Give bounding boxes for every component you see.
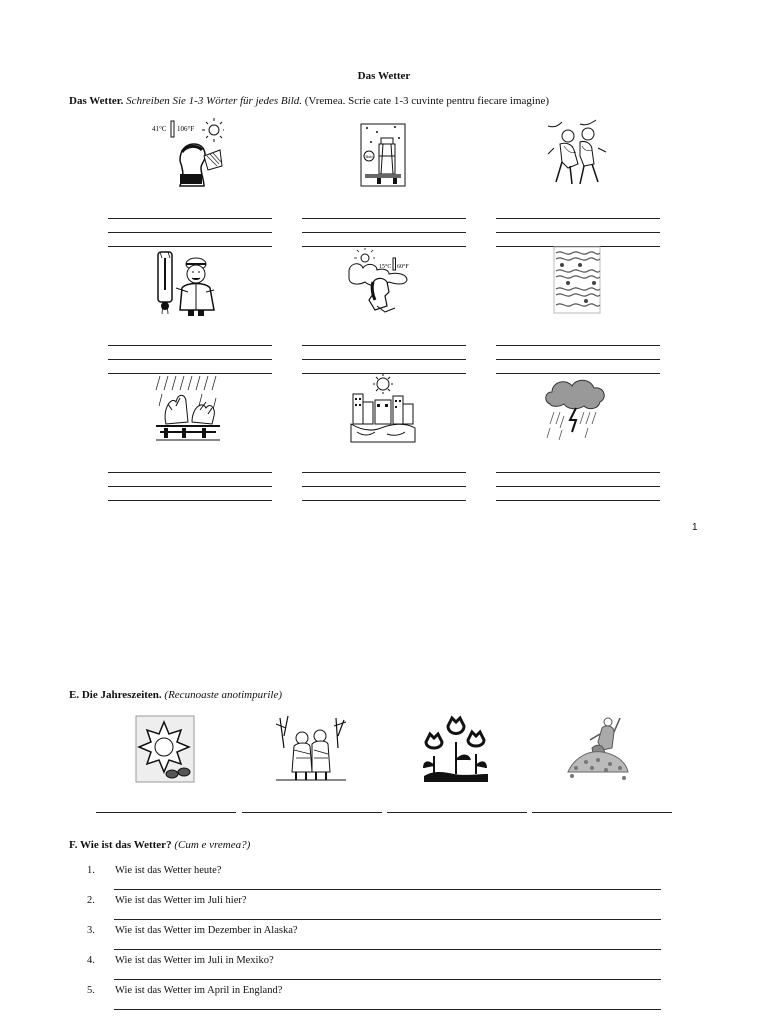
page-title: Das Wetter [357, 70, 411, 82]
mild-weather-woman-icon [347, 248, 419, 318]
section-f-heading [69, 839, 250, 851]
season-answer-line[interactable] [387, 802, 527, 813]
hot-woman-fan-icon [152, 118, 224, 188]
question-answer-line[interactable] [114, 978, 661, 980]
sunny-city-icon [347, 374, 419, 444]
answer-lines[interactable] [496, 332, 660, 374]
image-label: 60°F [397, 264, 409, 270]
answer-lines[interactable] [108, 459, 272, 501]
image-label: 41°C [152, 125, 167, 133]
question-text: Wie ist das Wetter im Dezember in Alaska? [115, 925, 298, 936]
question [87, 985, 282, 996]
question-number: 2. [87, 895, 95, 906]
section-e-subtitle: (Recunoaste anotimpurile) [164, 689, 283, 701]
answer-lines[interactable] [108, 332, 272, 374]
autumn-leaves-icon [562, 712, 632, 784]
question-number: 3. [87, 925, 95, 936]
winter-people-icon [274, 714, 348, 784]
question-number: 1. [87, 865, 95, 876]
question-text: Wie ist das Wetter im Juli hier? [115, 895, 247, 906]
question [87, 955, 274, 966]
image-label: 15°C [379, 264, 392, 270]
question-text: Wie ist das Wetter heute? [115, 865, 222, 876]
svg-text:Bob: Bob [365, 154, 373, 159]
question-answer-line[interactable] [114, 1008, 661, 1010]
instructions-heading: Das Wetter. [69, 95, 124, 107]
section-e-heading [69, 689, 282, 701]
answer-lines[interactable] [302, 459, 466, 501]
foggy-trees-icon [540, 245, 612, 315]
instructions-romanian: (Vremea. Scrie cate 1-3 cuvinte pentru fiecare imagine) [304, 95, 550, 107]
windy-people-icon [540, 118, 612, 188]
snowman-people-icon [347, 118, 419, 188]
question-answer-line[interactable] [114, 888, 661, 890]
question-answer-line[interactable] [114, 918, 661, 920]
season-answer-line[interactable] [96, 802, 236, 813]
answer-lines[interactable] [496, 459, 660, 501]
answer-lines[interactable] [496, 205, 660, 247]
page-number: 1 [692, 522, 698, 533]
section-f-subtitle: (Cum e vremea?) [174, 839, 251, 851]
section-f-title: F. Wie ist das Wetter? [69, 839, 172, 851]
freezing-man-thermometer-icon [152, 248, 224, 318]
question-number: 4. [87, 955, 95, 966]
instructions-german: Schreiben Sie 1-3 Wörter für jedes Bild. [126, 95, 303, 107]
answer-lines[interactable] [108, 205, 272, 247]
season-answer-line[interactable] [242, 802, 382, 813]
answer-lines[interactable] [302, 332, 466, 374]
instructions [69, 95, 549, 107]
question [87, 865, 221, 876]
image-label: 106°F [177, 125, 195, 133]
sun-sunglasses-icon [132, 714, 196, 784]
question [87, 925, 298, 936]
rain-storm-icon [152, 374, 224, 444]
thunder-cloud-icon [540, 372, 612, 442]
question-text: Wie ist das Wetter im April in England? [115, 985, 283, 996]
season-answer-line[interactable] [532, 802, 672, 813]
question-number: 5. [87, 985, 95, 996]
question-answer-line[interactable] [114, 948, 661, 950]
question [87, 895, 247, 906]
question-text: Wie ist das Wetter im Juli in Mexiko? [115, 955, 274, 966]
answer-lines[interactable] [302, 205, 466, 247]
spring-tulips-icon [420, 714, 490, 784]
section-e-title: E. Die Jahreszeiten. [69, 689, 162, 701]
